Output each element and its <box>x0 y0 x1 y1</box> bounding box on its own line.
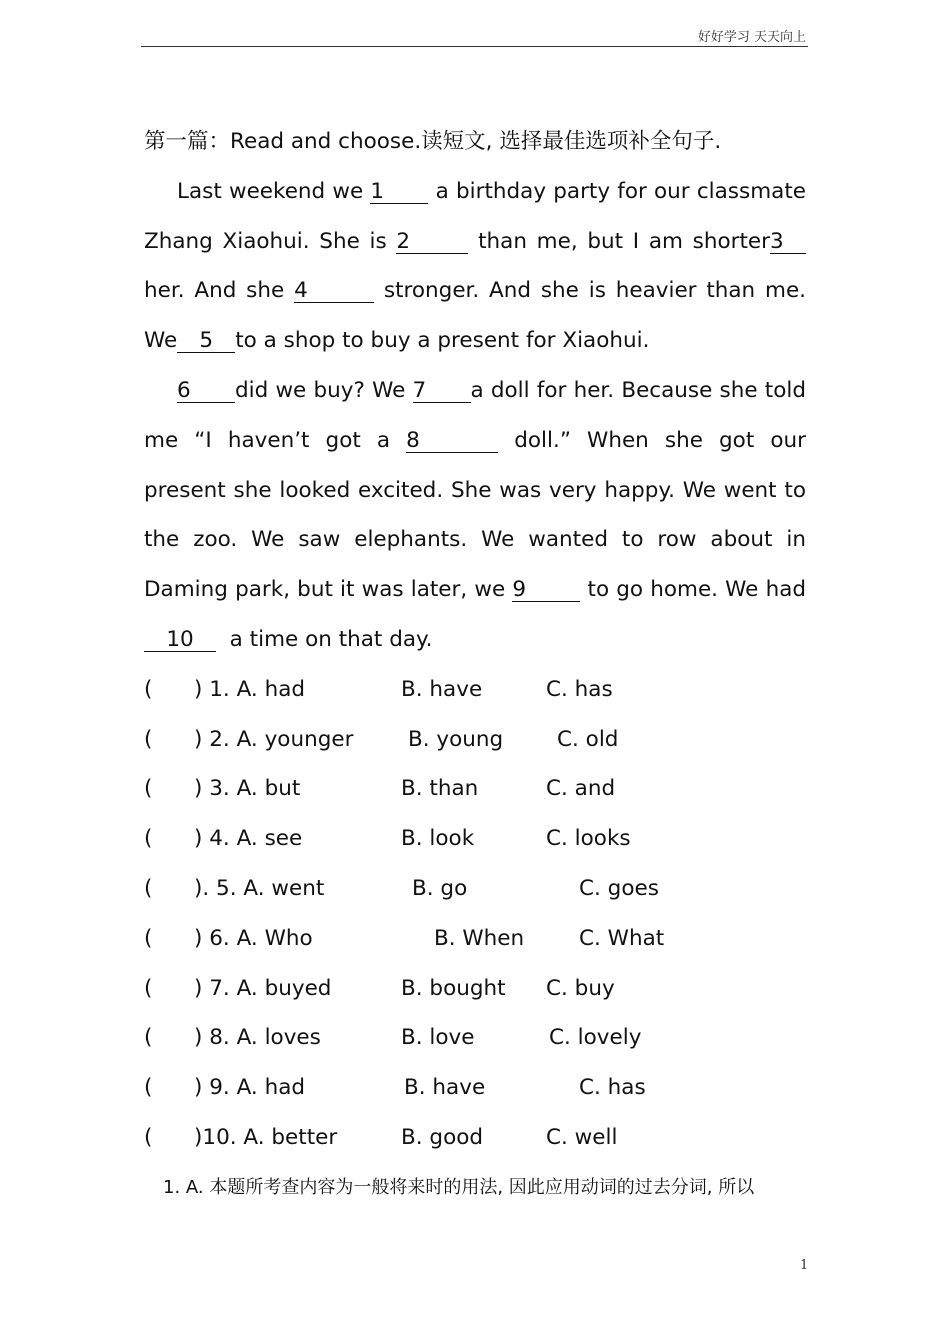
passage-text: me “I haven’t got a <box>144 427 391 453</box>
passage-line-3 <box>144 266 806 316</box>
passage-line-5 <box>144 366 806 416</box>
option-c: C. What <box>579 925 665 951</box>
option-b: B. bought <box>401 975 506 1001</box>
question-stem: ) 4. A. see <box>194 826 303 852</box>
option-b: B. good <box>401 1124 484 1150</box>
passage-text: Daming park, but it was later, we <box>144 577 506 603</box>
option-b: B. go <box>412 875 468 901</box>
exercise-title: 第一篇：Read and choose.读短文, 选择最佳选项补全句子. <box>144 129 722 154</box>
option-c: C. lovely <box>549 1025 642 1051</box>
blank-9: 9 <box>512 579 580 602</box>
answer-paren: ( <box>144 875 153 901</box>
passage-text: Last weekend we <box>177 178 364 204</box>
option-c: C. buy <box>546 975 615 1001</box>
passage-text: stronger. And she is heavier than me. <box>383 278 806 304</box>
passage-line-6 <box>144 416 806 466</box>
question-stem: ) 1. A. had <box>194 676 306 702</box>
passage-line-2 <box>144 217 806 267</box>
passage-text: a birthday party for our classmate <box>435 178 806 204</box>
option-b: B. love <box>401 1025 475 1051</box>
passage-text <box>177 378 405 403</box>
question-stem: ) 6. A. Who <box>194 925 313 951</box>
blank-7: 7 <box>413 380 471 403</box>
blank-6: 6 <box>177 380 235 403</box>
answer-paren: ( <box>144 776 153 802</box>
answer-paren: ( <box>144 726 153 752</box>
blank-8: 8 <box>406 430 498 453</box>
question-stem: ) 8. A. loves <box>194 1025 321 1051</box>
passage-text: to go home. We had <box>587 577 806 603</box>
passage-line-1 <box>144 167 806 217</box>
passage-text: her. And she <box>144 278 285 304</box>
passage-text: than me, but I am <box>478 228 683 254</box>
blank-3: 3 <box>770 231 806 254</box>
passage-text: to a shop to buy a present for Xiaohui. <box>235 328 650 354</box>
option-c: C. and <box>546 776 616 802</box>
option-b: B. young <box>408 726 504 752</box>
answer-explanation: 1. A. 本题所考查内容为一般将来时的用法, 因此应用动词的过去分词, 所以 <box>163 1176 755 1198</box>
blank-2: 2 <box>396 231 468 254</box>
question-6 <box>144 914 806 964</box>
question-10 <box>144 1113 806 1163</box>
passage-text: a doll for her. Because she told <box>470 377 806 403</box>
option-b: B. have <box>404 1075 486 1101</box>
passage-line-9 <box>144 565 806 615</box>
question-stem: ) 7. A. buyed <box>194 975 332 1001</box>
option-b: B. than <box>401 776 479 802</box>
passage-text: We <box>144 328 178 354</box>
question-stem: )10. A. better <box>194 1124 338 1150</box>
passage-text: a time on that day. <box>229 626 433 652</box>
passage-line-7: present she looked excited. She was very happy. We went to <box>144 477 806 503</box>
blank-4: 4 <box>294 280 374 303</box>
passage-line-8: the zoo. We saw elephants. We wanted to row about in <box>144 527 806 553</box>
document-body <box>144 117 806 1213</box>
question-2 <box>144 715 806 765</box>
blank-10: 10 <box>144 629 216 652</box>
question-7 <box>144 964 806 1014</box>
option-c: C. has <box>546 676 613 702</box>
option-c: C. well <box>546 1124 618 1150</box>
passage-text: Zhang Xiaohui. She is <box>144 228 387 254</box>
question-4 <box>144 814 806 864</box>
header-text: 好好学习 天天向上 <box>697 30 806 45</box>
answer-paren: ( <box>144 1025 153 1051</box>
option-b: B. When <box>434 925 525 951</box>
answer-paren: ( <box>144 925 153 951</box>
passage-text: did we buy? We <box>235 377 406 403</box>
answer-paren: ( <box>144 1075 153 1101</box>
question-1 <box>144 665 806 715</box>
page-header <box>141 22 808 47</box>
question-stem: ). 5. A. went <box>194 875 325 901</box>
passage-line-4 <box>144 316 806 366</box>
question-8 <box>144 1013 806 1063</box>
passage-text: doll.” When she got our <box>514 427 806 453</box>
option-c: C. looks <box>546 826 631 852</box>
question-stem: ) 3. A. but <box>194 776 301 802</box>
answer-paren: ( <box>144 1124 153 1150</box>
option-c: C. goes <box>579 875 659 901</box>
passage-text: shorter <box>692 228 770 254</box>
passage-text <box>693 229 806 254</box>
passage-text <box>413 378 807 403</box>
answer-paren: ( <box>144 975 153 1001</box>
option-c: C. has <box>579 1075 646 1101</box>
option-b: B. look <box>401 826 475 852</box>
question-stem: ) 2. A. younger <box>194 726 354 752</box>
question-3 <box>144 764 806 814</box>
option-c: C. old <box>557 726 619 752</box>
answer-paren: ( <box>144 676 153 702</box>
blank-5: 5 <box>177 330 235 353</box>
question-5 <box>144 864 806 914</box>
question-9 <box>144 1063 806 1113</box>
blank-1: 1 <box>370 181 428 204</box>
passage-line-10 <box>144 615 806 665</box>
page-number: 1 <box>800 1258 809 1273</box>
question-stem: ) 9. A. had <box>194 1075 306 1101</box>
option-b: B. have <box>401 676 483 702</box>
answer-paren: ( <box>144 826 153 852</box>
